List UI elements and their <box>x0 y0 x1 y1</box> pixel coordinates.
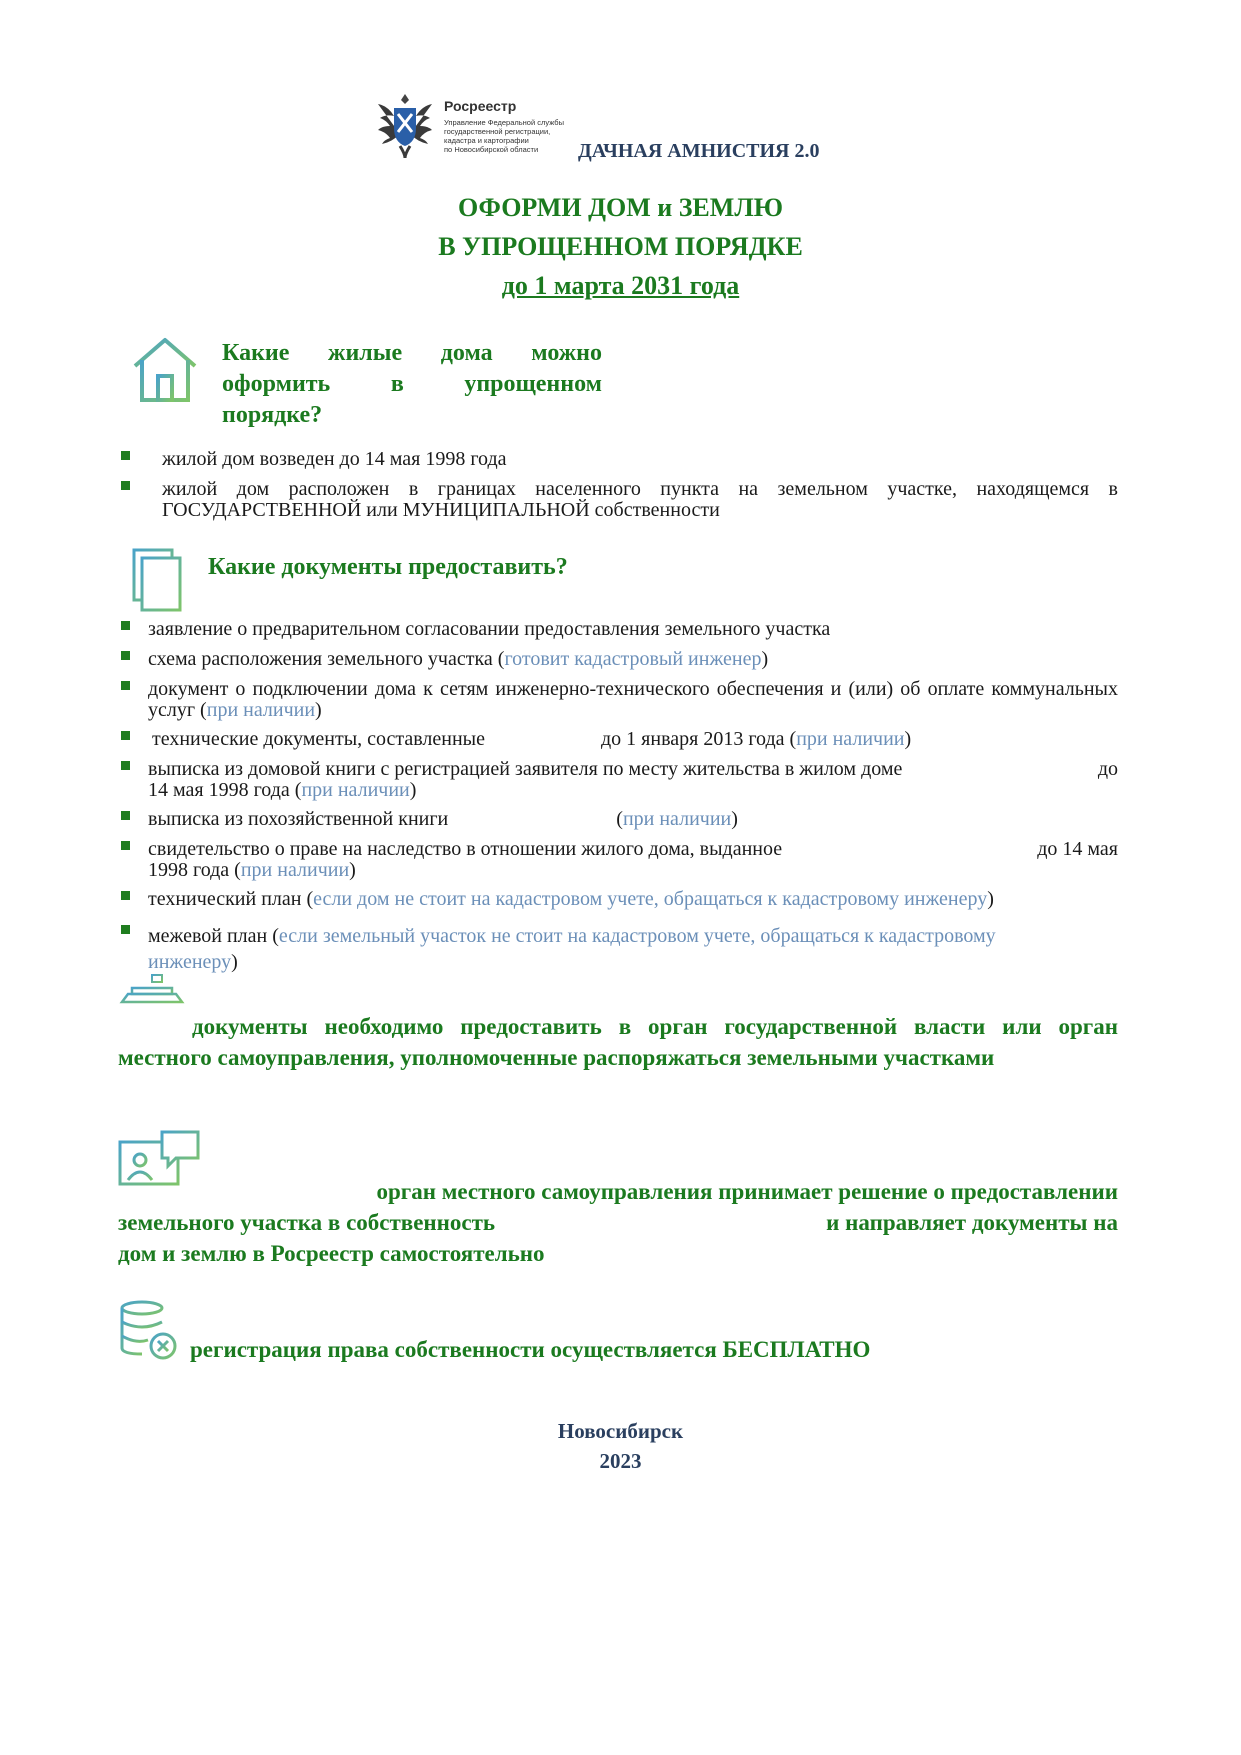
org-subtitle: Управление Федеральной службы государственной регистрации, кадастра и картографии по Новосибирской области <box>444 118 564 154</box>
house-icon <box>130 336 200 406</box>
bullet <box>121 811 130 820</box>
database-free-icon <box>118 1300 180 1362</box>
rosreestr-logo <box>372 88 582 160</box>
footer <box>0 1416 1241 1476</box>
list-item: жилой дом расположен в границах населенного пункта на земельном участке, находящемся в ГОСУДАРСТВЕННОЙ или МУНИЦИПАЛЬНОЙ собственности <box>162 478 1118 521</box>
bullet <box>121 681 130 690</box>
info-block-2: орган местного самоуправления принимает решение о предоставлении земельного участка в собственность и направляет документы на дом и землю в Росреестр самостоятельно <box>118 1179 1118 1266</box>
list-item: выписка из домовой книги с регистрацией заявителя по месту жительства в жилом доме до 14 мая 1998 года (при наличии) <box>148 758 1118 801</box>
title-deadline: до 1 марта 2031 года <box>501 271 740 300</box>
section2-heading: Какие документы предоставить? <box>208 554 568 580</box>
bullet <box>121 651 130 660</box>
org-name: Росреестр <box>444 98 517 114</box>
documents-icon <box>132 548 184 612</box>
main-title <box>0 188 1241 305</box>
footer-year: 2023 <box>599 1449 642 1473</box>
eagle-emblem-icon <box>372 88 438 160</box>
title-line-1: ОФОРМИ ДОМ и ЗЕМЛЮ <box>458 193 783 222</box>
bullet <box>121 841 130 850</box>
footer-city: Новосибирск <box>557 1419 684 1443</box>
list-item: свидетельство о праве на наследство в отношении жилого дома, выданное до 14 мая 1998 года (при наличии) <box>148 838 1118 881</box>
bullet <box>121 481 130 490</box>
list-item: заявление о предварительном согласовании предоставления земельного участка <box>148 618 831 640</box>
campaign-title: ДАЧНАЯ АМНИСТИЯ 2.0 <box>578 140 820 162</box>
list-item: документ о подключении дома к сетям инженерно-технического обеспечения и (или) об оплате коммунальных услуг (при наличии) <box>148 678 1118 721</box>
bullet <box>121 891 130 900</box>
bullet <box>121 925 130 934</box>
list-item: выписка из похозяйственной книги (при наличии) <box>148 808 738 830</box>
bullet <box>121 731 130 740</box>
bullet <box>121 761 130 770</box>
list-item: технический план (если дом не стоит на кадастровом учете, обращаться к кадастровому инженеру) <box>148 888 994 910</box>
bullet <box>121 621 130 630</box>
list-item: жилой дом возведен до 14 мая 1998 года <box>162 448 507 470</box>
section1-heading: Какие жилые дома можно оформить в упрощенном порядке? <box>222 340 602 428</box>
list-item: межевой план (если земельный участок не стоит на кадастровом учете, обращаться к кадастровому инженеру) <box>148 925 996 973</box>
title-line-2: В УПРОЩЕННОМ ПОРЯДКЕ <box>438 232 803 261</box>
list-item: технические документы, составленные до 1 января 2013 года (при наличии) <box>152 728 912 750</box>
info-block-3: регистрация права собственности осуществляется БЕСПЛАТНО <box>190 1337 871 1362</box>
info-block-1: документы необходимо предоставить в орган государственной власти или орган местного самоуправления, уполномоченные распоряжаться земельными участками <box>118 1014 1118 1070</box>
bullet <box>121 451 130 460</box>
list-item: схема расположения земельного участка (готовит кадастровый инженер) <box>148 648 769 670</box>
